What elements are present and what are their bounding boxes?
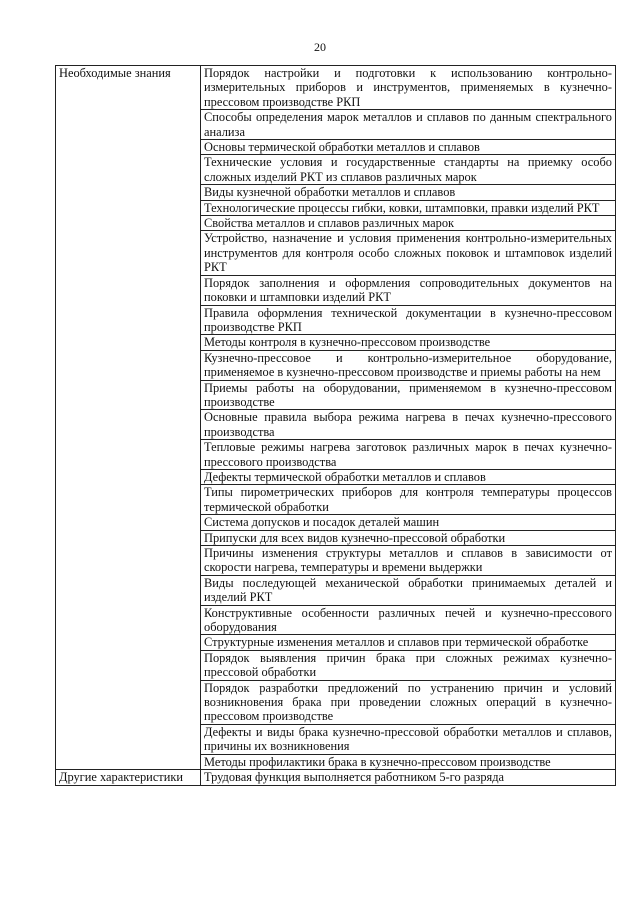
requirement-item: Правила оформления технической документации в кузнечно-прессовом производстве РКП [201,305,616,335]
table-row [56,66,616,110]
requirements-table-body [56,66,616,786]
requirement-item: Тепловые режимы нагрева заготовок различных марок в печах кузнечно-прессового производства [201,440,616,470]
requirement-item: Методы профилактики брака в кузнечно-прессовом производстве [201,754,616,769]
requirement-item: Виды последующей механической обработки принимаемых деталей и изделий РКТ [201,575,616,605]
requirement-item: Порядок заполнения и оформления сопроводительных документов на поковки и штамповки изделий РКТ [201,275,616,305]
requirement-item: Типы пирометрических приборов для контроля температуры процессов термической обработки [201,485,616,515]
requirement-item: Дефекты термической обработки металлов и сплавов [201,469,616,484]
requirement-item: Конструктивные особенности различных печей и кузнечно-прессового оборудования [201,605,616,635]
requirement-item: Технические условия и государственные стандарты на приемку особо сложных изделий РКТ из сплавов различных марок [201,155,616,185]
requirement-item: Устройство, назначение и условия применения контрольно-измерительных инструментов для контроля особо сложных поковок и штамповок изделий РКТ [201,231,616,275]
requirement-item: Припуски для всех видов кузнечно-прессовой обработки [201,530,616,545]
requirement-item: Дефекты и виды брака кузнечно-прессовой обработки металлов и сплавов, причины их возникновения [201,724,616,754]
requirement-item: Порядок выявления причин брака при сложных режимах кузнечно-прессовой обработки [201,650,616,680]
requirement-item: Система допусков и посадок деталей машин [201,515,616,530]
requirement-item: Порядок разработки предложений по устранению причин и условий возникновения брака при проведении сложных операций в кузнечно-прессовом производстве [201,680,616,724]
requirement-item: Основы термической обработки металлов и сплавов [201,140,616,155]
section-label: Другие характеристики [56,770,201,785]
requirement-item: Виды кузнечной обработки металлов и сплавов [201,185,616,200]
requirements-table [55,65,616,786]
section-label: Необходимые знания [56,66,201,770]
requirement-item: Способы определения марок металлов и сплавов по данным спектрального анализа [201,110,616,140]
requirement-item: Кузнечно-прессовое и контрольно-измерительное оборудование, применяемое в кузнечно-прессовом производстве и приемы работы на нем [201,350,616,380]
requirement-item: Причины изменения структуры металлов и сплавов в зависимости от скорости нагрева, температуры и времени выдержки [201,546,616,576]
requirement-item: Порядок настройки и подготовки к использованию контрольно-измерительных приборов и инструментов, применяемых в кузнечно-прессовом производстве РКП [201,66,616,110]
requirement-item: Структурные изменения металлов и сплавов при термической обработке [201,635,616,650]
requirement-item: Технологические процессы гибки, ковки, штамповки, правки изделий РКТ [201,200,616,215]
requirement-item: Методы контроля в кузнечно-прессовом производстве [201,335,616,350]
requirement-item: Приемы работы на оборудовании, применяемом в кузнечно-прессовом производстве [201,380,616,410]
table-row [56,770,616,785]
requirement-item: Трудовая функция выполняется работником 5-го разряда [201,770,616,785]
requirement-item: Основные правила выбора режима нагрева в печах кузнечно-прессового производства [201,410,616,440]
requirement-item: Свойства металлов и сплавов различных марок [201,216,616,231]
page-number: 20 [314,40,326,54]
